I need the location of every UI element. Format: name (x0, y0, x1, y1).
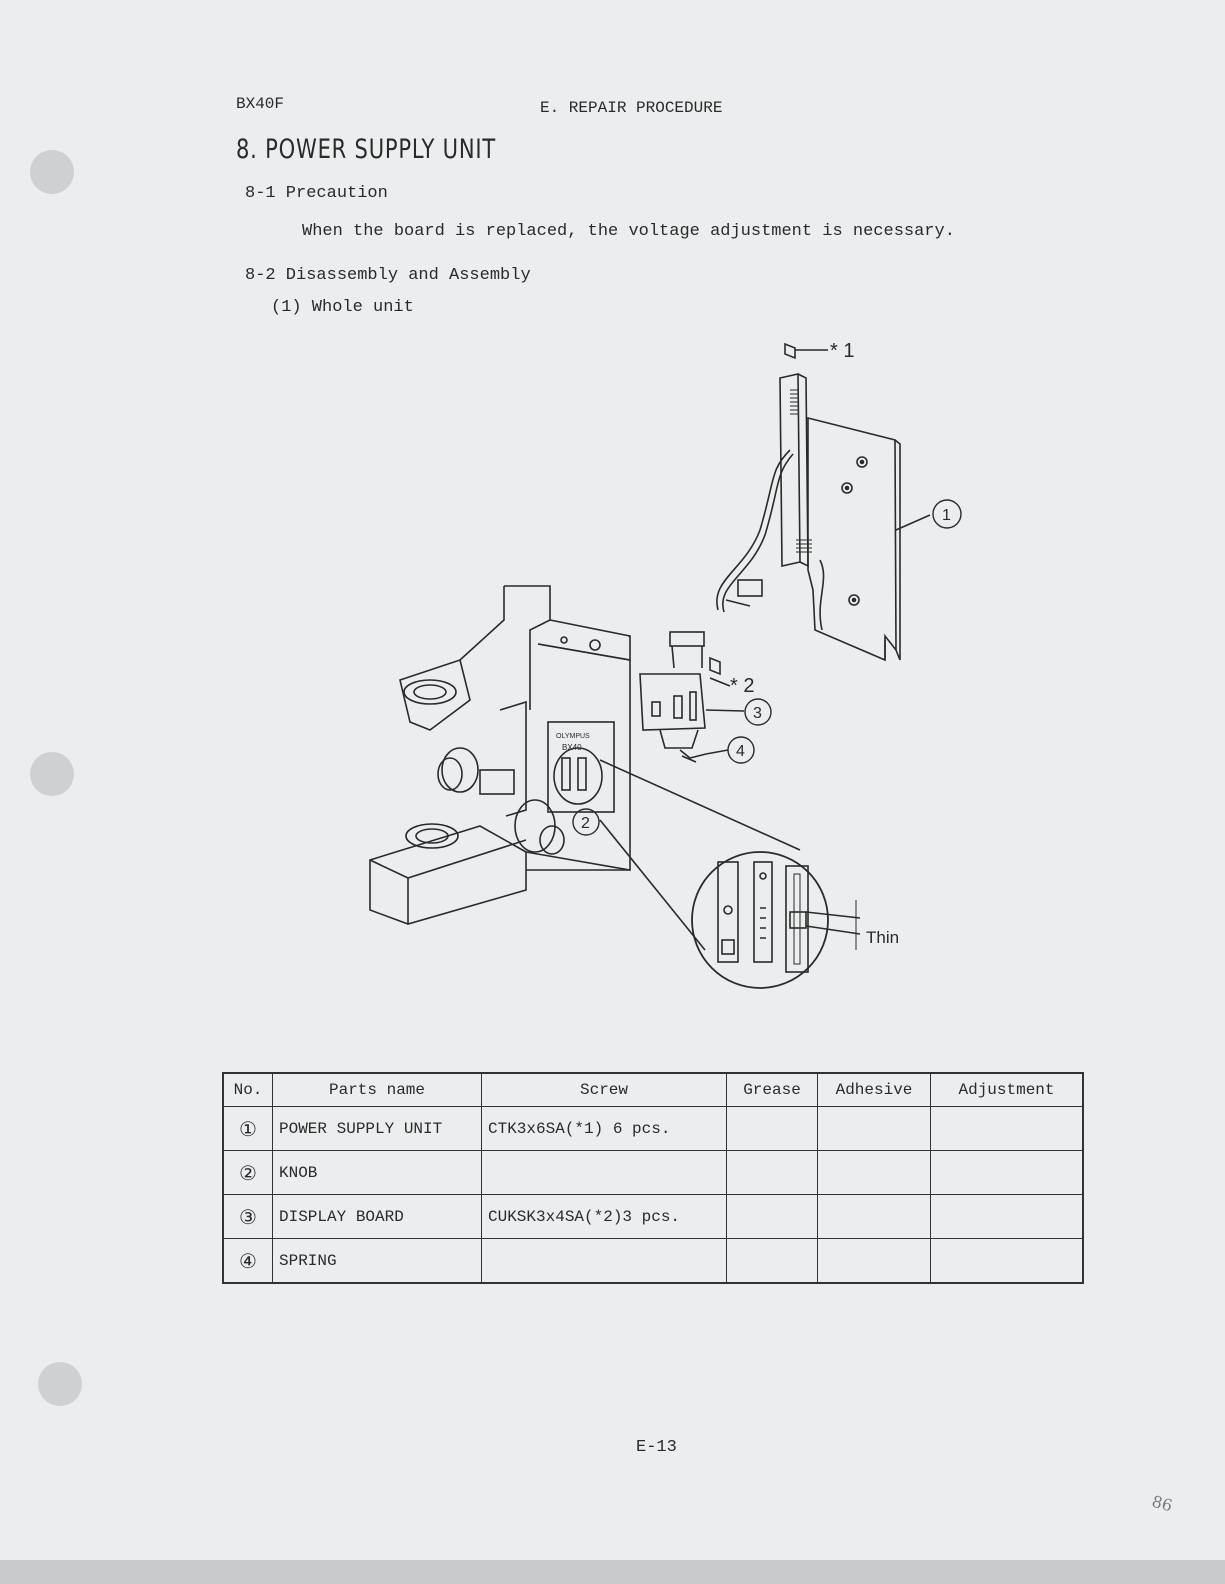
cell-adjustment (931, 1195, 1084, 1239)
cell-screw (482, 1151, 727, 1195)
exploded-view-diagram (330, 330, 1030, 1030)
callout-4-label: 4 (736, 743, 745, 760)
callout-star2-label: * 2 (730, 675, 755, 697)
thin-label: Thin (866, 928, 900, 947)
binder-hole (30, 150, 74, 194)
cell-parts-name: KNOB (273, 1151, 482, 1195)
cell-grease (727, 1239, 818, 1284)
col-header-parts-name: Parts name (273, 1073, 482, 1107)
cell-adhesive (818, 1239, 931, 1284)
binder-hole (30, 752, 74, 796)
scan-bottom-edge (0, 1560, 1225, 1584)
cell-parts-name: POWER SUPPLY UNIT (273, 1107, 482, 1151)
table-header-row (223, 1073, 1083, 1107)
callout-1-label: 1 (942, 507, 951, 524)
table-row (223, 1151, 1083, 1195)
cell-parts-name: DISPLAY BOARD (273, 1195, 482, 1239)
cell-no: ③ (223, 1195, 273, 1239)
table-row (223, 1195, 1083, 1239)
power-supply-unit-drawing (717, 344, 930, 660)
header-section: E. REPAIR PROCEDURE (540, 99, 723, 117)
precaution-heading: 8-1 Precaution (245, 184, 388, 203)
table-row (223, 1239, 1083, 1284)
disassembly-subheading: (1) Whole unit (271, 298, 414, 317)
disassembly-heading: 8-2 Disassembly and Assembly (245, 266, 531, 285)
col-header-no: No. (223, 1073, 273, 1107)
cell-no: ④ (223, 1239, 273, 1284)
cell-adhesive (818, 1195, 931, 1239)
display-board-drawing (640, 632, 720, 762)
col-header-adhesive: Adhesive (818, 1073, 931, 1107)
brand-label: OLYMPUS (556, 733, 590, 740)
model-label: BX40 (562, 743, 582, 752)
cell-screw: CUKSK3x4SA(*2)3 pcs. (482, 1195, 727, 1239)
cell-adhesive (818, 1107, 931, 1151)
header-model: BX40F (236, 95, 285, 113)
parts-table (222, 1072, 1084, 1284)
cell-grease (727, 1107, 818, 1151)
binder-hole (38, 1362, 82, 1406)
cell-no: ② (223, 1151, 273, 1195)
col-header-adjustment: Adjustment (931, 1073, 1084, 1107)
callout-3-label: 3 (753, 705, 762, 722)
microscope-drawing (370, 586, 630, 924)
cell-adjustment (931, 1107, 1084, 1151)
cell-screw (482, 1239, 727, 1284)
page-title: 8. POWER SUPPLY UNIT (236, 134, 497, 165)
handwritten-page-note: 86 (1149, 1491, 1175, 1516)
cell-no: ① (223, 1107, 273, 1151)
cell-adjustment (931, 1151, 1084, 1195)
callout-star1-label: * 1 (830, 340, 855, 362)
cell-screw: CTK3x6SA(*1) 6 pcs. (482, 1107, 727, 1151)
col-header-grease: Grease (727, 1073, 818, 1107)
cell-grease (727, 1195, 818, 1239)
cell-grease (727, 1151, 818, 1195)
callout-2-label: 2 (581, 815, 590, 832)
page-number: E-13 (636, 1438, 677, 1457)
table-row (223, 1107, 1083, 1151)
cell-adjustment (931, 1239, 1084, 1284)
cell-parts-name: SPRING (273, 1239, 482, 1284)
col-header-screw: Screw (482, 1073, 727, 1107)
precaution-text: When the board is replaced, the voltage adjustment is necessary. (302, 222, 955, 241)
cell-adhesive (818, 1151, 931, 1195)
